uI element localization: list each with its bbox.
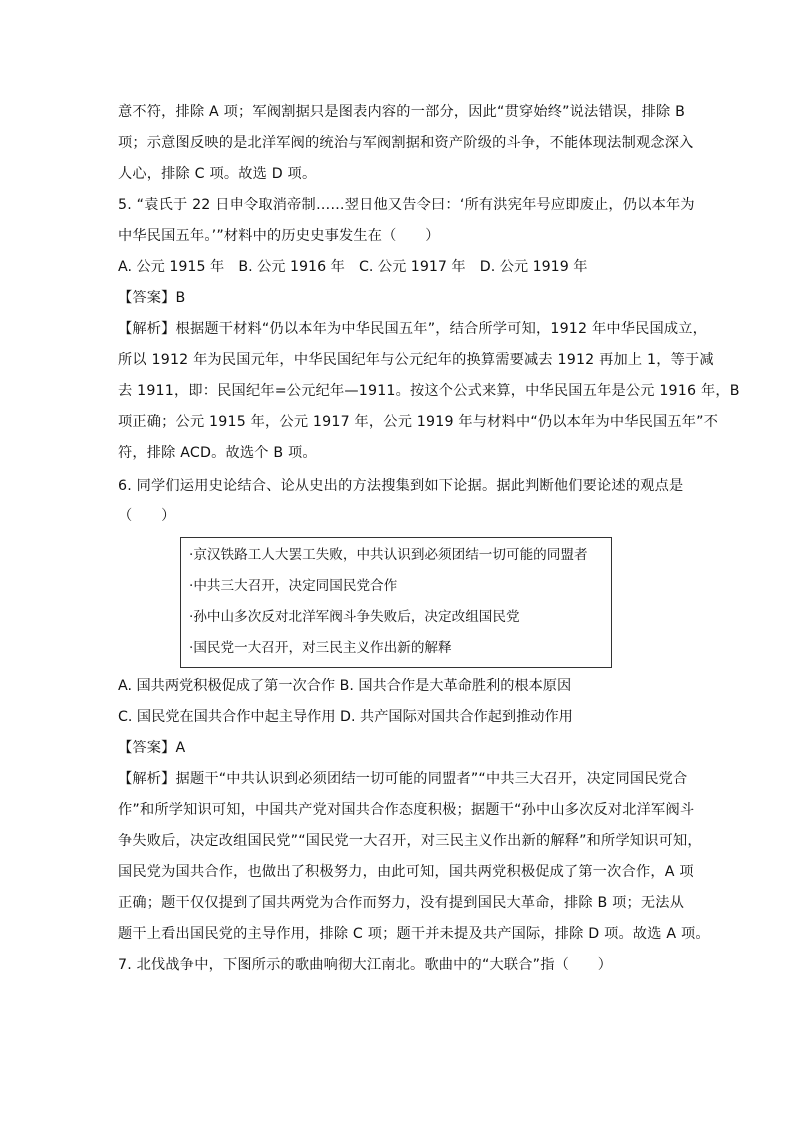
paragraph-line: 意不符，排除 A 项；军阀割据只是图表内容的一部分，因此“贯穿始终”说法错误，排除 B xyxy=(118,104,686,120)
question-5-analysis: 【解析】根据题干材料“仍以本年为中华民国五年”，结合所学可知，1912 年中华民国成立， xyxy=(118,321,708,337)
evidence-item: ·国民党一大召开，对三民主义作出新的解释 xyxy=(189,640,452,656)
question-7-stem: 7. 北伐战争中，下图所示的歌曲响彻大江南北。歌曲中的“大联合”指（ ） xyxy=(118,957,613,973)
question-6-options: C. 国民党在国共合作中起主导作用 D. 共产国际对国共合作起到推动作用 xyxy=(118,709,573,725)
question-5-stem: 中华民国五年。’”材料中的历史史事发生在（ ） xyxy=(118,228,440,244)
question-6-analysis: 作”和所学知识可知，中国共产党对国共合作态度积极；据题干“孙中山多次反对北洋军阀斗 xyxy=(118,802,695,818)
question-6-analysis: 题干上看出国民党的主导作用，排除 C 项；题干并未提及共产国际，排除 D 项。故选 A 项。 xyxy=(118,926,710,942)
question-6-stem: （ ） xyxy=(118,508,176,524)
question-5-analysis: 所以 1912 年为民国元年，中华民国纪年与公元纪年的换算需要减去 1912 再加上 1，等于减 xyxy=(118,352,714,368)
question-5-analysis: 去 1911，即：民国纪年=公元纪年—1911。按这个公式来算，中华民国五年是公元 1916 年，B xyxy=(118,383,740,399)
question-5-options: A. 公元 1915 年 B. 公元 1916 年 C. 公元 1917 年 D. 公元 1919 年 xyxy=(118,259,588,275)
question-5-stem: 5. “袁氏于 22 日申令取消帝制……翌日他又告令曰：‘所有洪宪年号应即废止，仍以本年为 xyxy=(118,197,695,213)
paragraph-line: 人心，排除 C 项。故选 D 项。 xyxy=(118,166,317,182)
evidence-item: ·中共三大召开，决定同国民党合作 xyxy=(189,578,398,594)
question-5-analysis: 符，排除 ACD。故选个 B 项。 xyxy=(118,445,317,461)
paragraph-line: 项；示意图反映的是北洋军阀的统治与军阀割据和资产阶级的斗争，不能体现法制观念深入 xyxy=(118,135,694,151)
question-6-analysis: 【解析】据题干“中共认识到必须团结一切可能的同盟者”“中共三大召开，决定同国民党合 xyxy=(118,771,688,787)
question-6-options: A. 国共两党积极促成了第一次合作 B. 国共合作是大革命胜利的根本原因 xyxy=(118,678,572,694)
question-6-analysis: 争失败后，决定改组国民党”“国民党一大召开，对三民主义作出新的解释”和所学知识可知， xyxy=(118,833,702,849)
question-5-answer: 【答案】B xyxy=(118,290,186,306)
question-6-stem: 6. 同学们运用史论结合、论从史出的方法搜集到如下论据。据此判断他们要论述的观点是 xyxy=(118,478,684,494)
question-6-analysis: 国民党为国共合作，也做出了积极努力，由此可知，国共两党积极促成了第一次合作，A 项 xyxy=(118,864,694,880)
question-6-analysis: 正确；题干仅仅提到了国共两党为合作而努力，没有提到国民大革命，排除 B 项；无法从 xyxy=(118,895,685,911)
evidence-item: ·孙中山多次反对北洋军阀斗争失败后，决定改组国民党 xyxy=(189,609,520,625)
question-6-answer: 【答案】A xyxy=(118,740,186,756)
evidence-box xyxy=(180,537,612,668)
evidence-item: ·京汉铁路工人大罢工失败，中共认识到必须团结一切可能的同盟者 xyxy=(189,547,588,563)
question-5-analysis: 项正确；公元 1915 年，公元 1917 年，公元 1919 年与材料中“仍以本年为中华民国五年”不 xyxy=(118,414,719,430)
